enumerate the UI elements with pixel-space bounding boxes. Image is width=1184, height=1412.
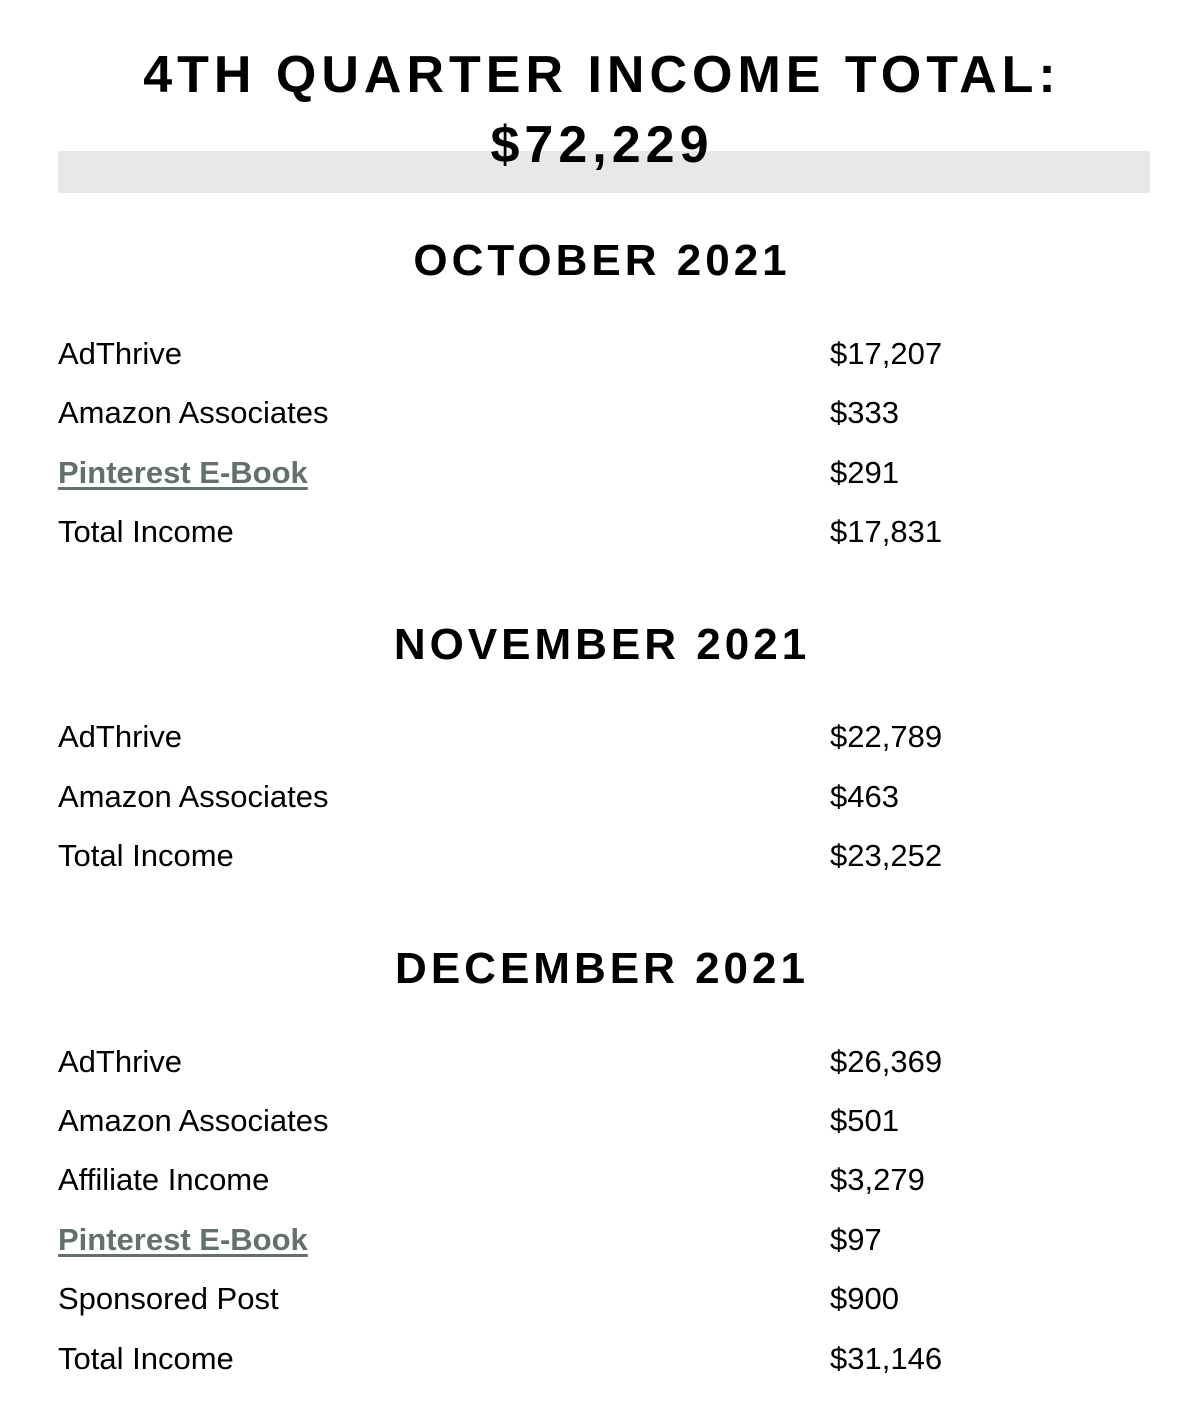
income-row bbox=[58, 777, 1058, 817]
income-row bbox=[58, 1160, 1058, 1200]
row-label: Total Income bbox=[58, 514, 234, 549]
row-label: Total Income bbox=[58, 838, 234, 873]
row-label: Affiliate Income bbox=[58, 1162, 270, 1197]
row-value: $31,146 bbox=[830, 1341, 943, 1376]
section-title-november: NOVEMBER 2021 bbox=[393, 620, 811, 669]
row-value: $97 bbox=[830, 1222, 882, 1257]
section-title-october: OCTOBER 2021 bbox=[413, 236, 791, 285]
total-income-row bbox=[58, 512, 1058, 552]
row-value: $17,831 bbox=[830, 514, 943, 549]
row-value: $3,279 bbox=[830, 1162, 925, 1197]
pinterest-ebook-link[interactable]: Pinterest E-Book bbox=[58, 455, 308, 490]
income-row bbox=[58, 453, 1058, 493]
row-label: Amazon Associates bbox=[58, 1103, 329, 1138]
row-label: Total Income bbox=[58, 1341, 234, 1376]
page-title bbox=[0, 40, 1184, 180]
income-row bbox=[58, 1220, 1058, 1260]
row-value: $22,789 bbox=[830, 719, 943, 754]
section-title-december: DECEMBER 2021 bbox=[395, 944, 809, 993]
row-label: AdThrive bbox=[58, 1044, 183, 1079]
pinterest-ebook-link[interactable]: Pinterest E-Book bbox=[58, 1222, 308, 1257]
income-row bbox=[58, 717, 1058, 757]
total-income-row bbox=[58, 1339, 1058, 1379]
row-value: $463 bbox=[830, 779, 899, 814]
income-row bbox=[58, 1042, 1058, 1082]
row-label: AdThrive bbox=[58, 719, 183, 754]
row-value: $501 bbox=[830, 1103, 899, 1138]
income-row bbox=[58, 393, 1058, 433]
income-row bbox=[58, 334, 1058, 374]
total-income-row bbox=[58, 836, 1058, 876]
row-label: Amazon Associates bbox=[58, 395, 329, 430]
row-value: $291 bbox=[830, 455, 899, 490]
row-value: $17,207 bbox=[830, 336, 943, 371]
row-label: Sponsored Post bbox=[58, 1281, 279, 1316]
row-value: $333 bbox=[830, 395, 899, 430]
row-label: Amazon Associates bbox=[58, 779, 329, 814]
income-row bbox=[58, 1101, 1058, 1141]
row-value: $900 bbox=[830, 1281, 899, 1316]
row-label: AdThrive bbox=[58, 336, 183, 371]
page-title-total: $72,229 bbox=[490, 116, 714, 174]
row-value: $23,252 bbox=[830, 838, 943, 873]
income-row bbox=[58, 1279, 1058, 1319]
row-value: $26,369 bbox=[830, 1044, 943, 1079]
page-title-line-1: 4TH QUARTER INCOME TOTAL: bbox=[143, 46, 1061, 104]
